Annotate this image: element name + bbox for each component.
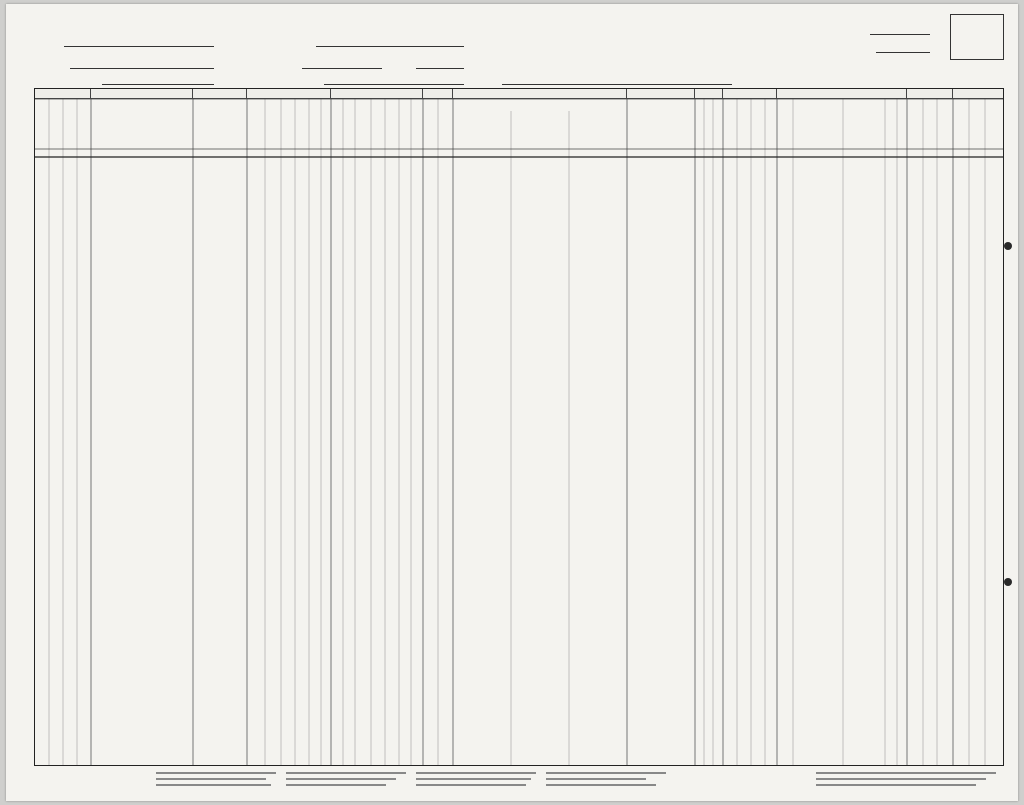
- enum-district-line: [870, 20, 930, 35]
- industry-header: [843, 103, 885, 113]
- group-citizenship: [723, 89, 777, 99]
- group-place-of-birth: [453, 89, 627, 99]
- binding-hole-bottom: [1004, 578, 1012, 586]
- incorporated-line: [316, 32, 464, 47]
- supervisor-line: [876, 38, 930, 53]
- group-education: [423, 89, 453, 99]
- table-rows: [35, 157, 1003, 765]
- group-occupation-industry: [777, 89, 907, 99]
- census-sheet: [6, 4, 1018, 801]
- institution-line: [502, 70, 732, 85]
- footer-fineprint: [6, 766, 1018, 796]
- block-line: [416, 54, 464, 69]
- schedule-table: [34, 88, 1004, 766]
- state-line: [64, 32, 214, 47]
- binding-hole-top: [1004, 242, 1012, 250]
- birth-mother-header: [569, 137, 627, 147]
- group-veterans: [953, 89, 1003, 99]
- group-name: [91, 89, 193, 99]
- group-code: [695, 89, 723, 99]
- occupation-header: [793, 103, 843, 113]
- birth-father-header: [511, 137, 569, 147]
- township-line: [102, 70, 214, 85]
- birth-person-header: [455, 137, 511, 147]
- county-line: [70, 54, 214, 69]
- group-mother-tongue: [627, 89, 695, 99]
- group-employment: [907, 89, 953, 99]
- group-home-data: [247, 89, 331, 99]
- relation-column-header: [195, 103, 245, 147]
- ward-line: [302, 54, 382, 69]
- group-personal-description: [331, 89, 423, 99]
- birth-column-header: [455, 101, 625, 111]
- unincorporated-line: [324, 70, 464, 85]
- group-place-of-abode: [35, 89, 91, 99]
- sheet-number-box: [950, 14, 1004, 60]
- group-relation: [193, 89, 247, 99]
- name-column-header: [93, 103, 191, 147]
